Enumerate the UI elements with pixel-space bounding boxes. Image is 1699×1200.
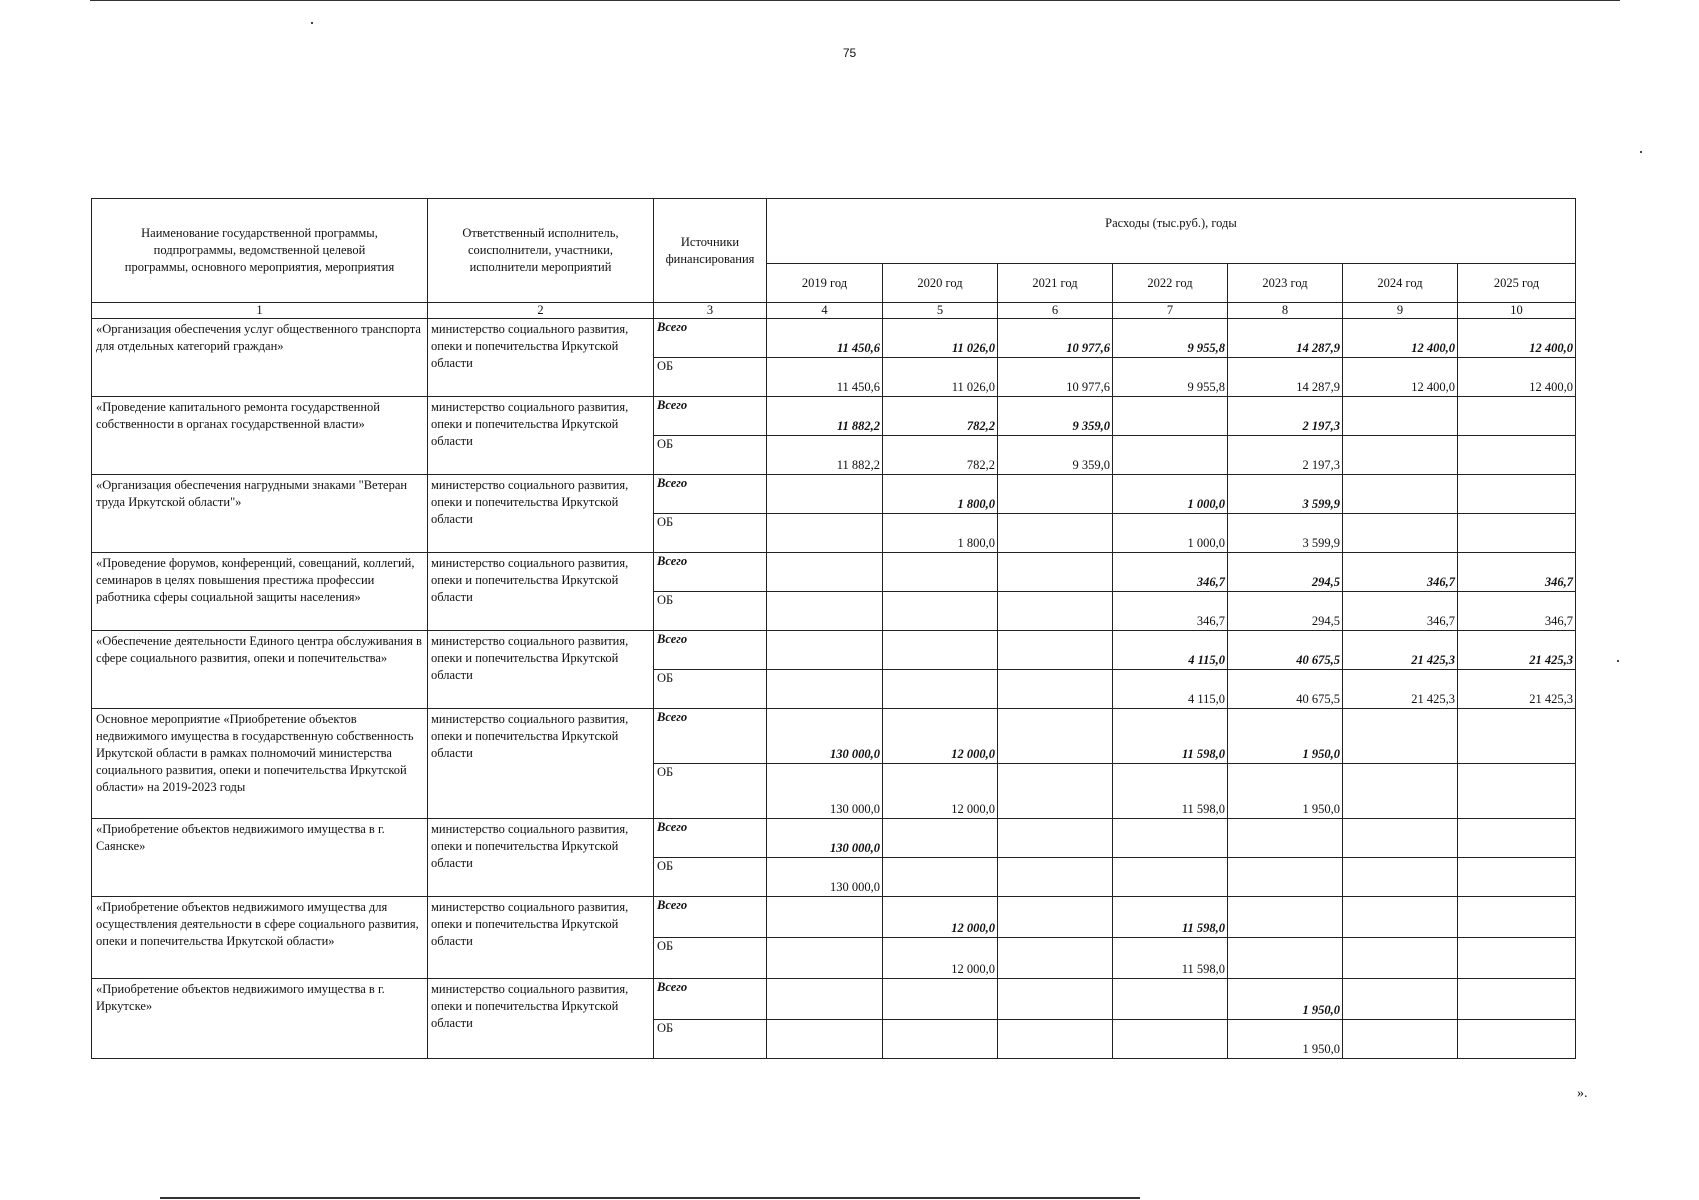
total-value [998, 631, 1113, 670]
executor: министерство социального развития, опеки и попечительства Иркутской области [428, 631, 654, 709]
ob-value: 130 000,0 [767, 858, 883, 897]
total-value [1113, 979, 1228, 1020]
table-row [92, 631, 1576, 670]
ob-value [1343, 858, 1458, 897]
total-value: 1 950,0 [1228, 979, 1343, 1020]
total-value [883, 979, 998, 1020]
header-source: Источники финансирования [654, 199, 767, 303]
total-value: 4 115,0 [1113, 631, 1228, 670]
total-value [1458, 709, 1576, 764]
ob-value [767, 670, 883, 709]
ob-value: 21 425,3 [1458, 670, 1576, 709]
ob-value [1458, 858, 1576, 897]
total-value: 346,7 [1113, 553, 1228, 592]
source-total: Всего [654, 553, 767, 592]
ob-value [1113, 436, 1228, 475]
ob-value [1458, 764, 1576, 819]
scan-speck [1640, 151, 1642, 153]
total-value: 12 400,0 [1458, 319, 1576, 358]
total-value: 14 287,9 [1228, 319, 1343, 358]
total-value: 346,7 [1343, 553, 1458, 592]
total-value [1458, 397, 1576, 436]
total-value: 1 000,0 [1113, 475, 1228, 514]
ob-value: 346,7 [1113, 592, 1228, 631]
column-number: 1 [92, 303, 428, 319]
ob-value [883, 592, 998, 631]
ob-value [767, 938, 883, 979]
ob-value [1343, 938, 1458, 979]
ob-value [883, 858, 998, 897]
event-name: «Организация обеспечения нагрудными знаками "Ветеран труда Иркутской области"» [92, 475, 428, 553]
executor: министерство социального развития, опеки и попечительства Иркутской области [428, 819, 654, 897]
total-value: 10 977,6 [998, 319, 1113, 358]
ob-value: 782,2 [883, 436, 998, 475]
source-total: Всего [654, 709, 767, 764]
source-total: Всего [654, 631, 767, 670]
total-value: 12 000,0 [883, 897, 998, 938]
closing-quote: ». [1577, 1086, 1588, 1101]
ob-value: 14 287,9 [1228, 358, 1343, 397]
total-value [883, 819, 998, 858]
executor: министерство социального развития, опеки и попечительства Иркутской области [428, 397, 654, 475]
source-total: Всего [654, 475, 767, 514]
total-value [883, 631, 998, 670]
source-ob: ОБ [654, 764, 767, 819]
source-ob: ОБ [654, 858, 767, 897]
ob-value: 346,7 [1343, 592, 1458, 631]
header-year: 2020 год [883, 264, 998, 303]
total-value [1458, 475, 1576, 514]
total-value [1343, 397, 1458, 436]
source-ob: ОБ [654, 436, 767, 475]
ob-value [1113, 1020, 1228, 1059]
scan-line-bottom [160, 1197, 1140, 1199]
header-year: 2025 год [1458, 264, 1576, 303]
event-name: «Приобретение объектов недвижимого имущества в г. Иркутске» [92, 979, 428, 1059]
ob-value: 11 026,0 [883, 358, 998, 397]
expenses-table [91, 198, 1576, 1059]
ob-value: 1 800,0 [883, 514, 998, 553]
ob-value [998, 670, 1113, 709]
total-value: 21 425,3 [1343, 631, 1458, 670]
total-value: 2 197,3 [1228, 397, 1343, 436]
total-value: 11 450,6 [767, 319, 883, 358]
ob-value: 11 450,6 [767, 358, 883, 397]
total-value: 1 950,0 [1228, 709, 1343, 764]
event-name: «Организация обеспечения услуг общественного транспорта для отдельных категорий граждан» [92, 319, 428, 397]
ob-value: 9 359,0 [998, 436, 1113, 475]
column-number: 2 [428, 303, 654, 319]
source-ob: ОБ [654, 938, 767, 979]
ob-value [1343, 764, 1458, 819]
total-value [767, 631, 883, 670]
table-row [92, 709, 1576, 764]
total-value: 11 598,0 [1113, 897, 1228, 938]
ob-value: 1 950,0 [1228, 764, 1343, 819]
total-value [1343, 897, 1458, 938]
table-row [92, 475, 1576, 514]
ob-value [1343, 1020, 1458, 1059]
total-value [998, 819, 1113, 858]
ob-value [767, 514, 883, 553]
total-value [998, 979, 1113, 1020]
ob-value: 12 000,0 [883, 764, 998, 819]
header-year: 2019 год [767, 264, 883, 303]
total-value [767, 979, 883, 1020]
ob-value: 10 977,6 [998, 358, 1113, 397]
executor: министерство социального развития, опеки и попечительства Иркутской области [428, 475, 654, 553]
total-value [1228, 897, 1343, 938]
total-value [1458, 819, 1576, 858]
total-value [998, 897, 1113, 938]
total-value [1343, 979, 1458, 1020]
executor: министерство социального развития, опеки и попечительства Иркутской области [428, 553, 654, 631]
total-value: 12 000,0 [883, 709, 998, 764]
total-value: 1 800,0 [883, 475, 998, 514]
total-value: 346,7 [1458, 553, 1576, 592]
event-name: Основное мероприятие «Приобретение объектов недвижимого имущества в государственную собственность Иркутской области в рамках полномочий министерства социального развития, опеки и попечительства Иркутской области» на 2019-2023 годы [92, 709, 428, 819]
total-value [998, 709, 1113, 764]
total-value: 11 026,0 [883, 319, 998, 358]
total-value [767, 553, 883, 592]
ob-value [998, 1020, 1113, 1059]
total-value [1343, 709, 1458, 764]
column-number: 6 [998, 303, 1113, 319]
total-value [1343, 819, 1458, 858]
table-row [92, 979, 1576, 1020]
page-number: 75 [842, 46, 857, 60]
ob-value: 294,5 [1228, 592, 1343, 631]
ob-value: 11 882,2 [767, 436, 883, 475]
header-year: 2024 год [1343, 264, 1458, 303]
ob-value [998, 764, 1113, 819]
total-value: 12 400,0 [1343, 319, 1458, 358]
ob-value [998, 514, 1113, 553]
total-value [998, 553, 1113, 592]
ob-value: 346,7 [1458, 592, 1576, 631]
source-total: Всего [654, 397, 767, 436]
total-value: 40 675,5 [1228, 631, 1343, 670]
source-total: Всего [654, 979, 767, 1020]
event-name: «Приобретение объектов недвижимого имущества для осуществления деятельности в сфере социального развития, опеки и попечительства Иркутской области» [92, 897, 428, 979]
total-value: 294,5 [1228, 553, 1343, 592]
ob-value: 1 000,0 [1113, 514, 1228, 553]
ob-value: 12 000,0 [883, 938, 998, 979]
ob-value [1458, 514, 1576, 553]
ob-value [1343, 436, 1458, 475]
source-ob: ОБ [654, 592, 767, 631]
ob-value [1458, 938, 1576, 979]
ob-value [998, 938, 1113, 979]
ob-value: 9 955,8 [1113, 358, 1228, 397]
source-ob: ОБ [654, 358, 767, 397]
column-number: 8 [1228, 303, 1343, 319]
total-value: 11 882,2 [767, 397, 883, 436]
source-ob: ОБ [654, 670, 767, 709]
ob-value [998, 858, 1113, 897]
header-name: Наименование государственной программы, подпрограммы, ведомственной целевой программы, основного мероприятия, мероприятия [92, 199, 428, 303]
ob-value [1458, 1020, 1576, 1059]
total-value [883, 553, 998, 592]
total-value [1458, 897, 1576, 938]
header-expenses: Расходы (тыс.руб.), годы [767, 199, 1576, 264]
ob-value [883, 1020, 998, 1059]
executor: министерство социального развития, опеки и попечительства Иркутской области [428, 319, 654, 397]
ob-value [1228, 938, 1343, 979]
executor: министерство социального развития, опеки и попечительства Иркутской области [428, 709, 654, 819]
table-row [92, 553, 1576, 592]
ob-value: 130 000,0 [767, 764, 883, 819]
table-row [92, 319, 1576, 358]
ob-value [883, 670, 998, 709]
total-value [1343, 475, 1458, 514]
ob-value [1228, 858, 1343, 897]
table-row [92, 819, 1576, 858]
ob-value: 12 400,0 [1458, 358, 1576, 397]
ob-value: 12 400,0 [1343, 358, 1458, 397]
event-name: «Приобретение объектов недвижимого имущества в г. Саянске» [92, 819, 428, 897]
total-value: 9 359,0 [998, 397, 1113, 436]
ob-value [1458, 436, 1576, 475]
total-value: 9 955,8 [1113, 319, 1228, 358]
total-value [767, 897, 883, 938]
event-name: «Обеспечение деятельности Единого центра обслуживания в сфере социального развития, опеки и попечительства» [92, 631, 428, 709]
header-year: 2023 год [1228, 264, 1343, 303]
ob-value: 11 598,0 [1113, 938, 1228, 979]
source-total: Всего [654, 897, 767, 938]
column-number: 9 [1343, 303, 1458, 319]
ob-value: 4 115,0 [1113, 670, 1228, 709]
total-value: 130 000,0 [767, 709, 883, 764]
total-value [1458, 979, 1576, 1020]
total-value: 130 000,0 [767, 819, 883, 858]
executor: министерство социального развития, опеки и попечительства Иркутской области [428, 979, 654, 1059]
total-value [1228, 819, 1343, 858]
total-value: 11 598,0 [1113, 709, 1228, 764]
scan-speck [1617, 660, 1619, 662]
source-ob: ОБ [654, 514, 767, 553]
table-row [92, 397, 1576, 436]
total-value [998, 475, 1113, 514]
total-value [767, 475, 883, 514]
total-value [1113, 397, 1228, 436]
ob-value: 1 950,0 [1228, 1020, 1343, 1059]
total-value: 782,2 [883, 397, 998, 436]
event-name: «Проведение форумов, конференций, совещаний, коллегий, семинаров в целях повышения престижа профессии работника сферы социальной защиты населения» [92, 553, 428, 631]
ob-value [1113, 858, 1228, 897]
ob-value: 2 197,3 [1228, 436, 1343, 475]
ob-value: 11 598,0 [1113, 764, 1228, 819]
ob-value [1343, 514, 1458, 553]
table-row [92, 897, 1576, 938]
ob-value: 21 425,3 [1343, 670, 1458, 709]
scan-line-top [90, 0, 1620, 1]
header-executor: Ответственный исполнитель, соисполнители, участники, исполнители мероприятий [428, 199, 654, 303]
source-total: Всего [654, 819, 767, 858]
header-year: 2021 год [998, 264, 1113, 303]
executor: министерство социального развития, опеки и попечительства Иркутской области [428, 897, 654, 979]
column-number: 5 [883, 303, 998, 319]
column-number: 7 [1113, 303, 1228, 319]
ob-value: 40 675,5 [1228, 670, 1343, 709]
source-ob: ОБ [654, 1020, 767, 1059]
total-value [1113, 819, 1228, 858]
source-total: Всего [654, 319, 767, 358]
ob-value: 3 599,9 [1228, 514, 1343, 553]
ob-value [767, 592, 883, 631]
header-year: 2022 год [1113, 264, 1228, 303]
ob-value [998, 592, 1113, 631]
total-value: 3 599,9 [1228, 475, 1343, 514]
total-value: 21 425,3 [1458, 631, 1576, 670]
column-number: 4 [767, 303, 883, 319]
ob-value [767, 1020, 883, 1059]
column-number: 3 [654, 303, 767, 319]
column-number: 10 [1458, 303, 1576, 319]
scan-speck [311, 22, 313, 24]
event-name: «Проведение капитального ремонта государственной собственности в органах государственной власти» [92, 397, 428, 475]
